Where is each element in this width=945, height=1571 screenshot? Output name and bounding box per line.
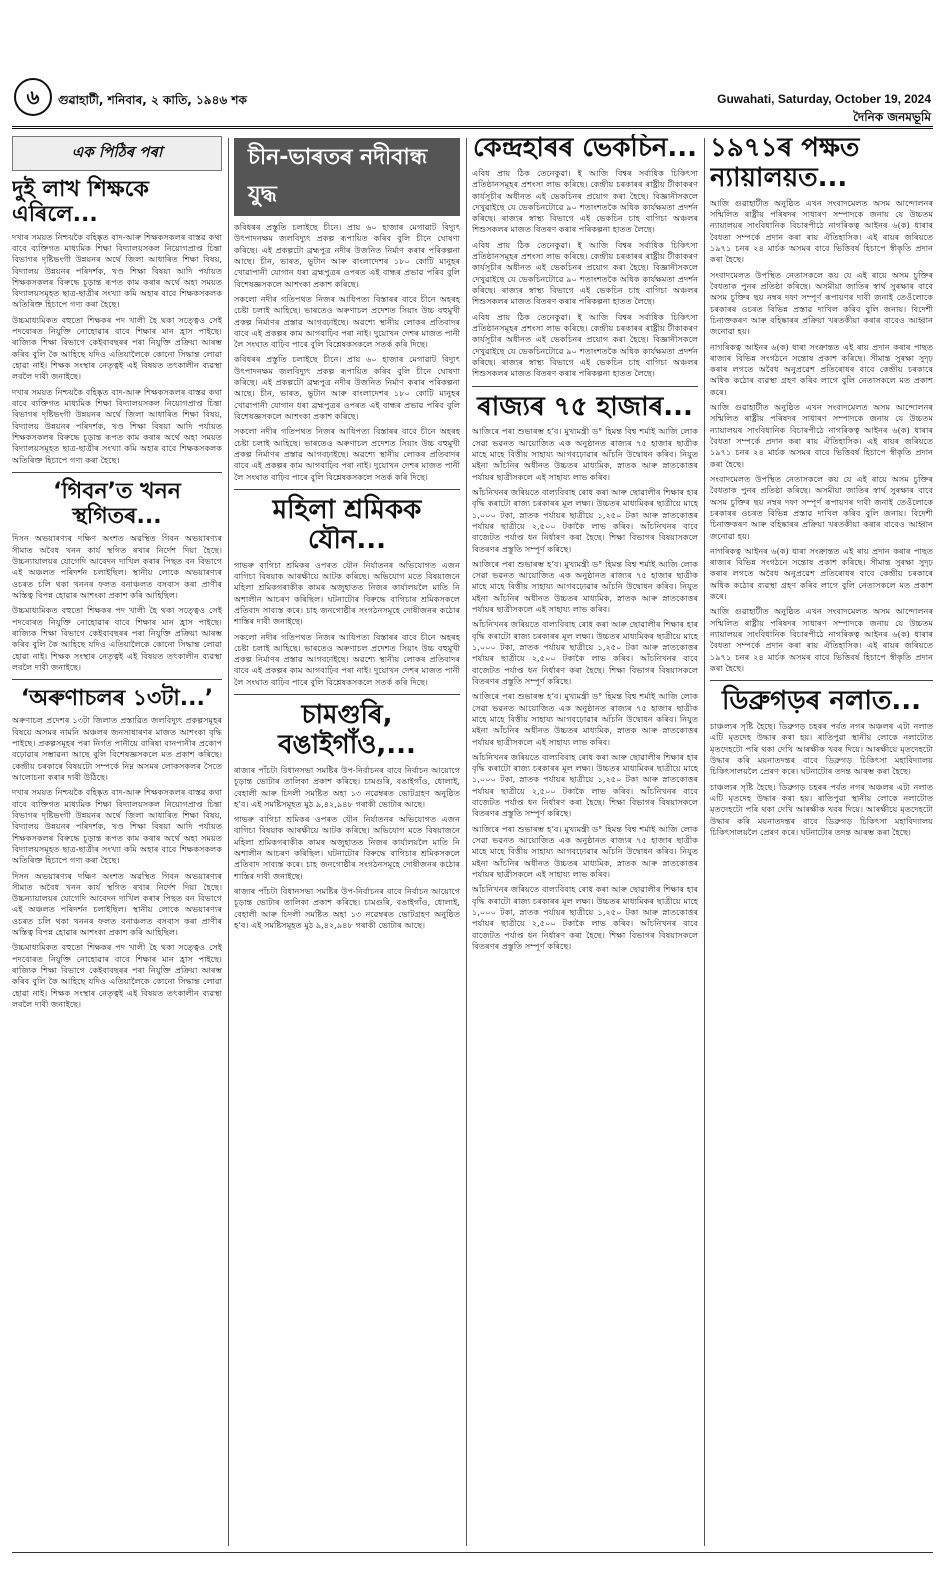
article-body: আজিৰে পৰা শুভাৰম্ভ হ’ব। মুখ্যমন্ত্ৰী ড° হিমন্ত বিশ্ব শৰ্মাই আজি লোক সেৱা ভৱনত আয়োজিত এক অনুষ্ঠানত ৰাজ্যৰ ৭৫ হাজাৰ ছাত্ৰীক মাহে মাহে বিত্তীয় সাহায্য আগবঢ়োৱাৰ আঁচনি উদ্বোধন কৰিব। নিযুত মইনা আঁচনিৰ অধীনত উচ্চতৰ মাধ্যমিক, স্নাতক আৰু স্নাতকোত্তৰ পৰ্যায়ৰ ছাত্ৰীসকলে এই সাহায্য লাভ কৰিব। (472, 558, 698, 615)
continued-kicker: এক পিঠিৰ পৰা (12, 136, 222, 171)
column-1 (12, 134, 222, 1550)
page-number: ৬ (14, 78, 52, 116)
article-body: নাগৰিকত্ব আইনৰ ৬(ক) ধাৰা সংক্ৰান্তত এই ৰায় প্ৰদান কৰাৰ পাছত ৰাজ্যৰ বিভিন্ন সংগঠনে সন্তোষ প্ৰকাশ কৰিছে। সীমান্ত সুৰক্ষা সুদৃঢ় কৰাৰ লগতে অবৈধ অনুপ্ৰৱেশ প্ৰতিৰোধৰ বাবে কেন্দ্ৰীয় চৰকাৰে অধিক কঠোৰ ব্যৱস্থা গ্ৰহণ কৰিব লাগে বুলি নেতাসকলে মত প্ৰকাশ কৰে। (710, 341, 933, 397)
masthead (12, 66, 933, 132)
article-body: উচ্চমাধ্যমিকত বহুতো শিক্ষকৰ পদ খালী হৈ থকা সত্ত্বেও সেই পদবোৰত নিযুক্তি নোহোৱাৰ বাবে শিক্ষাৰ মান হ্ৰাস পাইছে। ৰাজ্যিক শিক্ষা বিভাগে কেইবাবছৰৰ পৰা নিযুক্তি প্ৰক্ৰিয়া আৰম্ভ কৰিব বুলি কৈ আহিছে যদিও এতিয়ালৈকে কোনো সিদ্ধান্ত লোৱা হোৱা নাই। শিক্ষক সংস্থাৰ নেতৃত্বই এই বিষয়ত তৎকালীন ব্যৱস্থা লবলৈ দাবী জনাইছে। (12, 314, 222, 382)
masthead-right (717, 92, 931, 129)
article-body: সংবাদমেলত উপস্থিত নেতাসকলে কয় যে এই ৰায়ে অসম চুক্তিৰ বৈধতাক পুনৰ প্ৰতিষ্ঠা কৰিছে। অসমীয়া জাতিৰ স্বাৰ্থ সুৰক্ষাৰ বাবে অসম চুক্তিৰ ছয় নম্বৰ দফা সম্পূৰ্ণ ৰূপায়ণৰ দাবী জনাই তেওঁলোকে চৰকাৰৰ ওচৰত বিভিন্ন প্ৰস্তাৱ দাখিল কৰিব বুলি জনায়। বিদেশী চিনাক্তকৰণ আৰু বহিষ্কাৰৰ প্ৰক্ৰিয়া খৰতকীয়া কৰাৰ বাবেও আহ্বান জনোৱা হয়। (710, 269, 933, 337)
article-body: আজিৰে পৰা শুভাৰম্ভ হ’ব। মুখ্যমন্ত্ৰী ড° হিমন্ত বিশ্ব শৰ্মাই আজি লোক সেৱা ভৱনত আয়োজিত এক অনুষ্ঠানত ৰাজ্যৰ ৭৫ হাজাৰ ছাত্ৰীক মাহে মাহে বিত্তীয় সাহায্য আগবঢ়োৱাৰ আঁচনি উদ্বোধন কৰিব। নিযুত মইনা আঁচনিৰ অধীনত উচ্চতৰ মাধ্যমিক, স্নাতক আৰু স্নাতকোত্তৰ পৰ্যায়ৰ ছাত্ৰীসকলে এই সাহায্য লাভ কৰিব। (472, 691, 698, 747)
headline-gibbon: ‘গিবন’ত খনন স্থগিতৰ... (53, 478, 181, 530)
article-body: অৰুণাচল প্ৰদেশৰ ১৩টা জিলাত প্ৰস্তাৱিত জলবিদ্যুৎ প্ৰকল্পসমূহৰ বিষয়ে অসমৰ নামনি অঞ্চলৰ জনসাধাৰণৰ মাজত আশংকা বৃদ্ধি পাইছে। প্ৰকল্পসমূহৰ পৰা নিৰ্গত পানীয়ে বাৰিষা বানপানীৰ প্ৰকোপ বঢ়োৱাৰ সম্ভাৱনা আছে বুলি বিশেষজ্ঞসকলে মত প্ৰকাশ কৰিছে। কেন্দ্ৰীয় চৰকাৰে বিষয়টো সম্পৰ্কে নিম্ন অসমৰ লোকসকলৰ সৈতে আলোচনা কৰাৰ দাবী উঠিছে। (12, 715, 222, 783)
article-body: গাভৰু বাগিচা শ্ৰমিকৰ ওপৰত যৌন নিৰ্যাতনৰ অভিযোগত এজন বাগিচা বিষয়াক আৰক্ষীয়ে আটক কৰিছে। অভিযোগ মতে বিষয়াজনে মহিলা শ্ৰমিকগৰাকীক কামৰ অজুহাতত নিজৰ কাৰ্যালয়লৈ মাতি নি অশালীন আচৰণ কৰিছিল। ঘটনাটোৰ বিৰুদ্ধে বাগিচাৰ শ্ৰমিকসকলে প্ৰতিবাদ সাব্যস্ত কৰে। চাহ জনগোষ্ঠীৰ সংগঠনসমূহে দোষীজনৰ কঠোৰ শাস্তিৰ দাবী জনাইছে। (234, 559, 460, 627)
article-body: আজি গুৱাহাটীত অনুষ্ঠিত এখন সংবাদমেলত অসম আন্দোলনৰ সন্মিলিত ৰাষ্ট্ৰীয় পৰিষদৰ সাধাৰণ সম্পাদকে জনায় যে উচ্চতম ন্যায়ালয়ৰ সাংবিধানিক বিচাৰপীঠে নাগৰিকত্ব আইনৰ ৬(ক) ধাৰাৰ বৈধতা সম্পৰ্কে প্ৰদান কৰা ৰায় ঐতিহাসিক। এই ৰায়ৰ জৰিয়তে ১৯৭১ চনৰ ২৪ মাৰ্চক অসমৰ বাবে ভিত্তিবৰ্ষ হিচাপে স্বীকৃতি প্ৰদান কৰা হৈছে। (710, 402, 933, 469)
article-body: আজিৰে পৰা শুভাৰম্ভ হ’ব। মুখ্যমন্ত্ৰী ড° হিমন্ত বিশ্ব শৰ্মাই আজি লোক সেৱা ভৱনত আয়োজিত এক অনুষ্ঠানত ৰাজ্যৰ ৭৫ হাজাৰ ছাত্ৰীক মাহে মাহে বিত্তীয় সাহায্য আগবঢ়োৱাৰ আঁচনি উদ্বোধন কৰিব। নিযুত মইনা আঁচনিৰ অধীনত উচ্চতৰ মাধ্যমিক, স্নাতক আৰু স্নাতকোত্তৰ পৰ্যায়ৰ ছাত্ৰীসকলে এই সাহায্য লাভ কৰিব। (472, 426, 698, 482)
article-body: সকলো নদীৰ গতিপথত নিজৰ আধিপত্য বিস্তাৰৰ বাবে চীনে অহৰহ চেষ্টা চলাই আহিছে। ভাৰতেও অৰুণাচল প্ৰদেশত সিয়াং উচ্চ বহুমুখী প্ৰকল্প নিৰ্মাণৰ প্ৰস্তাৱ আগবঢ়াইছে। অৱশ্যে স্থানীয় লোকৰ প্ৰতিবাদৰ বাবে এই প্ৰকল্পৰ কাম আগবাঢ়িব পৰা নাই। দুয়োখন দেশৰ মাজত পানী লৈ সংঘাত বাঢ়িব পাৰে বুলি বিশ্লেষকসকলে সতৰ্ক কৰি দিছে। (234, 631, 460, 687)
headline-75000: ৰাজ্যৰ ৭৫ হাজাৰ... (477, 391, 693, 422)
column-2 (234, 134, 460, 1550)
article-body: আজি গুৱাহাটীত অনুষ্ঠিত এখন সংবাদমেলত অসম আন্দোলনৰ সন্মিলিত ৰাষ্ট্ৰীয় পৰিষদৰ সাধাৰণ সম্পাদকে জনায় যে উচ্চতম ন্যায়ালয়ৰ সাংবিধানিক বিচাৰপীঠে নাগৰিকত্ব আইনৰ ৬(ক) ধাৰাৰ বৈধতা সম্পৰ্কে প্ৰদান কৰা ৰায় ঐতিহাসিক। এই ৰায়ৰ জৰিয়তে ১৯৭১ চনৰ ২৪ মাৰ্চক অসমৰ বাবে ভিত্তিবৰ্ষ হিচাপে স্বীকৃতি প্ৰদান কৰা হৈছে। (710, 197, 933, 265)
article-body: আঁচনিখনৰ জৰিয়তে বাল্যবিবাহ ৰোধ কৰা আৰু ছোৱালীৰ শিক্ষাৰ হাৰ বৃদ্ধি কৰাটো ৰাজ্য চৰকাৰৰ মূল লক্ষ্য। উচ্চতৰ মাধ্যমিকৰ ছাত্ৰীয়ে মাহে ১,০০০ টকা, স্নাতক পৰ্যায়ৰ ছাত্ৰীয়ে ১,২৫০ টকা আৰু স্নাতকোত্তৰ পৰ্যায়ৰ ছাত্ৰীয়ে ২,৫০০ টকাকৈ লাভ কৰিব। আঁচনিখনৰ বাবে বাজেটত পৰ্যাপ্ত ধন নিৰ্ধাৰণ কৰা হৈছে। শিক্ষা বিভাগৰ বিষয়াসকলে বিতৰণৰ প্ৰস্তুতি সম্পূৰ্ণ কৰিছে। (472, 486, 698, 554)
divider (234, 694, 460, 695)
article-body: সংবাদমেলত উপস্থিত নেতাসকলে কয় যে এই ৰায়ে অসম চুক্তিৰ বৈধতাক পুনৰ প্ৰতিষ্ঠা কৰিছে। অসমীয়া জাতিৰ স্বাৰ্থ সুৰক্ষাৰ বাবে অসম চুক্তিৰ ছয় নম্বৰ দফা সম্পূৰ্ণ ৰূপায়ণৰ দাবী জনাই তেওঁলোকে চৰকাৰৰ ওচৰত বিভিন্ন প্ৰস্তাৱ দাখিল কৰিব বুলি জনায়। বিদেশী চিনাক্তকৰণ আৰু বহিষ্কাৰৰ প্ৰক্ৰিয়া খৰতকীয়া কৰাৰ বাবেও আহ্বান জনোৱা হয়। (710, 473, 933, 541)
article-body: দিসন অভয়াৰণ্যৰ দক্ষিণ অংশত অৱস্থিত গিবন অভয়াৰণ্যৰ সীমাত অবৈধ খনন কাৰ্য স্থগিত ৰখাৰ নিৰ্দেশ দিয়া হৈছে। উচ্চন্যায়ালয়ৰ যোগেদি আবেদন দাখিল কৰাৰ পিছত বন বিভাগে এই অঞ্চলত পৰিদৰ্শন চলাইছিল। স্থানীয় লোকে অভয়াৰণ্যৰ ওচৰত চলি থকা খননৰ ফলত বনাঞ্চলত বসবাস কৰা প্ৰাণীৰ অস্তিত্ব বিপন্ন হোৱাৰ আশংকা প্ৰকাশ কৰি আহিছিল। (12, 870, 222, 938)
column-4 (710, 134, 933, 1550)
article-body: সকলো নদীৰ গতিপথত নিজৰ আধিপত্য বিস্তাৰৰ বাবে চীনে অহৰহ চেষ্টা চলাই আহিছে। ভাৰতেও অৰুণাচল প্ৰদেশত সিয়াং উচ্চ বহুমুখী প্ৰকল্প নিৰ্মাণৰ প্ৰস্তাৱ আগবঢ়াইছে। অৱশ্যে স্থানীয় লোকৰ প্ৰতিবাদৰ বাবে এই প্ৰকল্পৰ কাম আগবাঢ়িব পৰা নাই। দুয়োখন দেশৰ মাজত পানী লৈ সংঘাত বাঢ়িব পাৰে বুলি বিশ্লেষকসকলে সতৰ্ক কৰি দিছে। (234, 426, 460, 482)
divider (472, 386, 698, 387)
article-body: ৰাজ্যৰ পাঁচটা বিধানসভা সমষ্টিৰ উপ-নিৰ্বাচনৰ বাবে নিৰ্বাচন আয়োগে চূড়ান্ত ভোটাৰ তালিকা প্ৰকাশ কৰিছে। চামগুৰি, বঙাইগাঁও, ধোলাই, বেহালী আৰু চিদলী সমষ্টিত অহা ১৩ নৱেম্বৰত ভোটগ্ৰহণ অনুষ্ঠিত হ’ব। এই সমষ্টিসমূহত মুঠ ৯,৪২,৯৪৮ গৰাকী ভোটাৰ আছে। (234, 886, 460, 930)
article-body: চাঞ্চল্যৰ সৃষ্টি হৈছে। ডিব্ৰুগড় চহৰৰ পৰ্বত নগৰ অঞ্চলৰ এটা নলাত এটি মৃতদেহ উদ্ধাৰ কৰা হয়। ৰাতিপুৱা স্থানীয় লোকে নলাটোত মৃতদেহটো পৰি থকা দেখি আৰক্ষীক খবৰ দিয়ে। আৰক্ষীয়ে মৃতদেহটো উদ্ধাৰ কৰি ময়নাতদন্তৰ বাবে ডিব্ৰুগড় চিকিৎসা মহাবিদ্যালয় চিকিৎসালয়লৈ প্ৰেৰণ কৰে। ঘটনাটোৰ তদন্ত আৰম্ভ কৰা হৈছে। (710, 721, 933, 777)
headline-china-india-dam: চীন-ভাৰতৰ নদীবান্ধ যুদ্ধ (234, 138, 460, 216)
headline-vaccine: কেন্দ্ৰহাৰৰ ভেকচিন... (472, 134, 698, 163)
headline-by-election: চামগুৰি, বঙাইগাঁও,... (278, 700, 416, 760)
column-rule (228, 138, 229, 1546)
column-rule (466, 138, 467, 1546)
article-body: সকলো নদীৰ গতিপথত নিজৰ আধিপত্য বিস্তাৰৰ বাবে চীনে অহৰহ চেষ্টা চলাই আহিছে। ভাৰতেও অৰুণাচল প্ৰদেশত সিয়াং উচ্চ বহুমুখী প্ৰকল্প নিৰ্মাণৰ প্ৰস্তাৱ আগবঢ়াইছে। অৱশ্যে স্থানীয় লোকৰ প্ৰতিবাদৰ বাবে এই প্ৰকল্পৰ কাম আগবাঢ়িব পৰা নাই। দুয়োখন দেশৰ মাজত পানী লৈ সংঘাত বাঢ়িব পাৰে বুলি বিশ্লেষকসকলে সতৰ্ক কৰি দিছে। (234, 293, 460, 350)
article-body: আঁচনিখনৰ জৰিয়তে বাল্যবিবাহ ৰোধ কৰা আৰু ছোৱালীৰ শিক্ষাৰ হাৰ বৃদ্ধি কৰাটো ৰাজ্য চৰকাৰৰ মূল লক্ষ্য। উচ্চতৰ মাধ্যমিকৰ ছাত্ৰীয়ে মাহে ১,০০০ টকা, স্নাতক পৰ্যায়ৰ ছাত্ৰীয়ে ১,২৫০ টকা আৰু স্নাতকোত্তৰ পৰ্যায়ৰ ছাত্ৰীয়ে ২,৫০০ টকাকৈ লাভ কৰিব। আঁচনিখনৰ বাবে বাজেটত পৰ্যাপ্ত ধন নিৰ্ধাৰণ কৰা হৈছে। শিক্ষা বিভাগৰ বিষয়াসকলে বিতৰণৰ প্ৰস্তুতি সম্পূৰ্ণ কৰিছে। (472, 884, 698, 951)
article-body: উচ্চমাধ্যমিকত বহুতো শিক্ষকৰ পদ খালী হৈ থকা সত্ত্বেও সেই পদবোৰত নিযুক্তি নোহোৱাৰ বাবে শিক্ষাৰ মান হ্ৰাস পাইছে। ৰাজ্যিক শিক্ষা বিভাগে কেইবাবছৰৰ পৰা নিযুক্তি প্ৰক্ৰিয়া আৰম্ভ কৰিব বুলি কৈ আহিছে যদিও এতিয়ালৈকে কোনো সিদ্ধান্ত লোৱা হোৱা নাই। শিক্ষক সংস্থাৰ নেতৃত্বই এই বিষয়ত তৎকালীন ব্যৱস্থা লবলৈ দাবী জনাইছে। (12, 942, 222, 1009)
divider (234, 489, 460, 490)
headline-dibrugarh: ডিব্ৰুগড়ৰ নলাত... (721, 686, 922, 717)
article-body: এবিধ প্ৰায় ঠিক তেনেকুৱা। ই আজি বিশ্বৰ সৰ্বাধিক চিকিৎসা প্ৰতিষ্ঠানসমূহৰ প্ৰশংসা লাভ কৰিছে। কেন্দ্ৰীয় চৰকাৰৰ ৰাষ্ট্ৰীয় টীকাকৰণ কাৰ্যসূচীৰ অধীনত এই ভেকচিনৰ প্ৰয়োগ কৰা হৈছে। বিজ্ঞানীসকলে দেখুৱাইছে যে ভেকচিনটোৱে ৯০ শতাংশতকৈ অধিক কাৰ্যক্ষমতা প্ৰদৰ্শন কৰিছে। ৰাজ্যৰ স্বাস্থ্য বিভাগে এই ভেকচিন চাহ বাগিচা অঞ্চলৰ শিশুসকলৰ মাজত বিতৰণ কৰাৰ পৰিকল্পনা হাতত লৈছে। (472, 239, 698, 307)
column-3 (472, 134, 698, 1550)
masthead-rule (12, 126, 933, 129)
article-body: উচ্চমাধ্যমিকত বহুতো শিক্ষকৰ পদ খালী হৈ থকা সত্ত্বেও সেই পদবোৰত নিযুক্তি নোহোৱাৰ বাবে শিক্ষাৰ মান হ্ৰাস পাইছে। ৰাজ্যিক শিক্ষা বিভাগে কেইবাবছৰৰ পৰা নিযুক্তি প্ৰক্ৰিয়া আৰম্ভ কৰিব বুলি কৈ আহিছে যদিও এতিয়ালৈকে কোনো সিদ্ধান্ত লোৱা হোৱা নাই। শিক্ষক সংস্থাৰ নেতৃত্বই এই বিষয়ত তৎকালীন ব্যৱস্থা লবলৈ দাবী জনাইছে। (12, 605, 222, 672)
article-body: চাঞ্চল্যৰ সৃষ্টি হৈছে। ডিব্ৰুগড় চহৰৰ পৰ্বত নগৰ অঞ্চলৰ এটা নলাত এটি মৃতদেহ উদ্ধাৰ কৰা হয়। ৰাতিপুৱা স্থানীয় লোকে নলাটোত মৃতদেহটো পৰি থকা দেখি আৰক্ষীক খবৰ দিয়ে। আৰক্ষীয়ে মৃতদেহটো উদ্ধাৰ কৰি ময়নাতদন্তৰ বাবে ডিব্ৰুগড় চিকিৎসা মহাবিদ্যালয় চিকিৎসালয়লৈ প্ৰেৰণ কৰে। ঘটনাটোৰ তদন্ত আৰম্ভ কৰা হৈছে। (710, 781, 933, 837)
dateline-assamese: গুৱাহাটী, শনিবাৰ, ২ কাতি, ১৯৪৬ শক (58, 93, 247, 107)
article-body: দখাৰ সময়ত নিশ্চয়কৈ বহিষ্কৃত বাদ-আৰু শিক্ষকসকলৰ বাস্তৱ কথা বাবে ব্যক্তিগত মাধ্যমিক শিক্ষা বিদ্যালয়সকল নিয়োগপ্ৰাপ্ত চিন্তা বিভাগৰ দৃষ্টিভংগী উন্নয়নৰ অৰ্থে জিলা আধাৰিত শিক্ষা বিষয়, বিদ্যালয় উন্নয়নৰ পৰিদৰ্শক, খণ্ড শিক্ষা বিষয়া আদি পৰ্যায়ত শিক্ষকসকলৰ বিৰুদ্ধে চূড়ান্ত ৰূপত কাম কৰাৰ অৰ্থে অহা সময়ত বিদ্যালয়সমূহত ছাত্ৰ-ছাত্ৰীৰ সংখ্যা কমি অহাৰ বাবে শিক্ষকসকলক অতিৰিক্ত হিচাপে গণ্য কৰা হৈছে। (12, 386, 222, 465)
article-body: ৰাজ্যৰ পাঁচটা বিধানসভা সমষ্টিৰ উপ-নিৰ্বাচনৰ বাবে নিৰ্বাচন আয়োগে চূড়ান্ত ভোটাৰ তালিকা প্ৰকাশ কৰিছে। চামগুৰি, বঙাইগাঁও, ধোলাই, বেহালী আৰু চিদলী সমষ্টিত অহা ১৩ নৱেম্বৰত ভোটগ্ৰহণ অনুষ্ঠিত হ’ব। এই সমষ্টিসমূহত মুঠ ৯,৪২,৯৪৮ গৰাকী ভোটাৰ আছে। (234, 764, 460, 809)
article-body: দিসন অভয়াৰণ্যৰ দক্ষিণ অংশত অৱস্থিত গিবন অভয়াৰণ্যৰ সীমাত অবৈধ খনন কাৰ্য স্থগিত ৰখাৰ নিৰ্দেশ দিয়া হৈছে। উচ্চন্যায়ালয়ৰ যোগেদি আবেদন দাখিল কৰাৰ পিছত বন বিভাগে এই অঞ্চলত পৰিদৰ্শন চলাইছিল। স্থানীয় লোকে অভয়াৰণ্যৰ ওচৰত চলি থকা খননৰ ফলত বনাঞ্চলত বসবাস কৰা প্ৰাণীৰ অস্তিত্ব বিপন্ন হোৱাৰ আশংকা প্ৰকাশ কৰি আহিছিল। (12, 533, 222, 600)
article-body: দখাৰ সময়ত নিশ্চয়কৈ বহিষ্কৃত বাদ-আৰু শিক্ষকসকলৰ বাস্তৱ কথা বাবে ব্যক্তিগত মাধ্যমিক শিক্ষা বিদ্যালয়সকল নিয়োগপ্ৰাপ্ত চিন্তা বিভাগৰ দৃষ্টিভংগী উন্নয়নৰ অৰ্থে জিলা আধাৰিত শিক্ষা বিষয়, বিদ্যালয় উন্নয়নৰ পৰিদৰ্শক, খণ্ড শিক্ষা বিষয়া আদি পৰ্যায়ত শিক্ষকসকলৰ বিৰুদ্ধে চূড়ান্ত ৰূপত কাম কৰাৰ অৰ্থে অহা সময়ত বিদ্যালয়সমূহত ছাত্ৰ-ছাত্ৰীৰ সংখ্যা কমি অহাৰ বাবে শিক্ষকসকলক অতিৰিক্ত হিচাপে গণ্য কৰা হৈছে। (12, 787, 222, 866)
article-body: এবিধ প্ৰায় ঠিক তেনেকুৱা। ই আজি বিশ্বৰ সৰ্বাধিক চিকিৎসা প্ৰতিষ্ঠানসমূহৰ প্ৰশংসা লাভ কৰিছে। কেন্দ্ৰীয় চৰকাৰৰ ৰাষ্ট্ৰীয় টীকাকৰণ কাৰ্যসূচীৰ অধীনত এই ভেকচিনৰ প্ৰয়োগ কৰা হৈছে। বিজ্ঞানীসকলে দেখুৱাইছে যে ভেকচিনটোৱে ৯০ শতাংশতকৈ অধিক কাৰ্যক্ষমতা প্ৰদৰ্শন কৰিছে। ৰাজ্যৰ স্বাস্থ্য বিভাগে এই ভেকচিন চাহ বাগিচা অঞ্চলৰ শিশুসকলৰ মাজত বিতৰণ কৰাৰ পৰিকল্পনা হাতত লৈছে। (472, 167, 698, 235)
footer-rule (12, 1552, 933, 1553)
divider (12, 472, 222, 473)
dateline-english: Guwahati, Saturday, October 19, 2024 (717, 92, 931, 106)
article-body: আজিৰে পৰা শুভাৰম্ভ হ’ব। মুখ্যমন্ত্ৰী ড° হিমন্ত বিশ্ব শৰ্মাই আজি লোক সেৱা ভৱনত আয়োজিত এক অনুষ্ঠানত ৰাজ্যৰ ৭৫ হাজাৰ ছাত্ৰীক মাহে মাহে বিত্তীয় সাহায্য আগবঢ়োৱাৰ আঁচনি উদ্বোধন কৰিব। নিযুত মইনা আঁচনিৰ অধীনত উচ্চতৰ মাধ্যমিক, স্নাতক আৰু স্নাতকোত্তৰ পৰ্যায়ৰ ছাত্ৰীসকলে এই সাহায্য লাভ কৰিব। (472, 823, 698, 879)
headline-teachers: দুই লাখ শিক্ষকে এৰিলে... (12, 177, 149, 228)
article-body: কবিধৰৰ প্ৰস্তুতি চলাইছে চীনে। প্ৰায় ৬০ হাজাৰ মেগাৱাট বিদ্যুৎ উৎপাদনক্ষম জলবিদ্যুৎ প্ৰকল্প ৰূপায়িত কৰিব বুলি চীনে ঘোষণা কৰিছে। এই প্ৰকল্পটো ব্ৰহ্মপুত্ৰ নদীৰ উজনিত নিৰ্মাণ কৰাৰ পৰিকল্পনা আছে। চীন, ভাৰত, ভুটান আৰু বাংলাদেশৰ ১৮০ কোটি মানুহৰ খোৱাপানী যোগান ধৰা ব্ৰহ্মপুত্ৰৰ ওপৰত এই বান্ধৰ প্ৰভাৱ পৰিব বুলি বিশেষজ্ঞসকলে আশংকা প্ৰকাশ কৰিছে। (234, 354, 460, 421)
paper-name: দৈনিক জনমভূমি (853, 110, 931, 124)
article-body: দখাৰ সময়ত নিশ্চয়কৈ বহিষ্কৃত বাদ-আৰু শিক্ষকসকলৰ বাস্তৱ কথা বাবে ব্যক্তিগত মাধ্যমিক শিক্ষা বিদ্যালয়সকল নিয়োগপ্ৰাপ্ত চিন্তা বিভাগৰ দৃষ্টিভংগী উন্নয়নৰ অৰ্থে জিলা আধাৰিত শিক্ষা বিষয়, বিদ্যালয় উন্নয়নৰ পৰিদৰ্শক, খণ্ড শিক্ষা বিষয়া আদি পৰ্যায়ত শিক্ষকসকলৰ বিৰুদ্ধে চূড়ান্ত ৰূপত কাম কৰাৰ অৰ্থে অহা সময়ত বিদ্যালয়সমূহত ছাত্ৰ-ছাত্ৰীৰ সংখ্যা কমি অহাৰ বাবে শিক্ষকসকলক অতিৰিক্ত হিচাপে গণ্য কৰা হৈছে। (12, 231, 222, 310)
article-body: এবিধ প্ৰায় ঠিক তেনেকুৱা। ই আজি বিশ্বৰ সৰ্বাধিক চিকিৎসা প্ৰতিষ্ঠানসমূহৰ প্ৰশংসা লাভ কৰিছে। কেন্দ্ৰীয় চৰকাৰৰ ৰাষ্ট্ৰীয় টীকাকৰণ কাৰ্যসূচীৰ অধীনত এই ভেকচিনৰ প্ৰয়োগ কৰা হৈছে। বিজ্ঞানীসকলে দেখুৱাইছে যে ভেকচিনটোৱে ৯০ শতাংশতকৈ অধিক কাৰ্যক্ষমতা প্ৰদৰ্শন কৰিছে। ৰাজ্যৰ স্বাস্থ্য বিভাগে এই ভেকচিন চাহ বাগিচা অঞ্চলৰ শিশুসকলৰ মাজত বিতৰণ কৰাৰ পৰিকল্পনা হাতত লৈছে। (472, 311, 698, 379)
divider (12, 679, 222, 680)
article-body: আঁচনিখনৰ জৰিয়তে বাল্যবিবাহ ৰোধ কৰা আৰু ছোৱালীৰ শিক্ষাৰ হাৰ বৃদ্ধি কৰাটো ৰাজ্য চৰকাৰৰ মূল লক্ষ্য। উচ্চতৰ মাধ্যমিকৰ ছাত্ৰীয়ে মাহে ১,০০০ টকা, স্নাতক পৰ্যায়ৰ ছাত্ৰীয়ে ১,২৫০ টকা আৰু স্নাতকোত্তৰ পৰ্যায়ৰ ছাত্ৰীয়ে ২,৫০০ টকাকৈ লাভ কৰিব। আঁচনিখনৰ বাবে বাজেটত পৰ্যাপ্ত ধন নিৰ্ধাৰণ কৰা হৈছে। শিক্ষা বিভাগৰ বিষয়াসকলে বিতৰণৰ প্ৰস্তুতি সম্পূৰ্ণ কৰিছে। (472, 619, 698, 686)
article-body: আঁচনিখনৰ জৰিয়তে বাল্যবিবাহ ৰোধ কৰা আৰু ছোৱালীৰ শিক্ষাৰ হাৰ বৃদ্ধি কৰাটো ৰাজ্য চৰকাৰৰ মূল লক্ষ্য। উচ্চতৰ মাধ্যমিকৰ ছাত্ৰীয়ে মাহে ১,০০০ টকা, স্নাতক পৰ্যায়ৰ ছাত্ৰীয়ে ১,২৫০ টকা আৰু স্নাতকোত্তৰ পৰ্যায়ৰ ছাত্ৰীয়ে ২,৫০০ টকাকৈ লাভ কৰিব। আঁচনিখনৰ বাবে বাজেটত পৰ্যাপ্ত ধন নিৰ্ধাৰণ কৰা হৈছে। শিক্ষা বিভাগৰ বিষয়াসকলে বিতৰণৰ প্ৰস্তুতি সম্পূৰ্ণ কৰিছে। (472, 751, 698, 819)
article-body: কবিধৰৰ প্ৰস্তুতি চলাইছে চীনে। প্ৰায় ৬০ হাজাৰ মেগাৱাট বিদ্যুৎ উৎপাদনক্ষম জলবিদ্যুৎ প্ৰকল্প ৰূপায়িত কৰিব বুলি চীনে ঘোষণা কৰিছে। এই প্ৰকল্পটো ব্ৰহ্মপুত্ৰ নদীৰ উজনিত নিৰ্মাণ কৰাৰ পৰিকল্পনা আছে। চীন, ভাৰত, ভুটান আৰু বাংলাদেশৰ ১৮০ কোটি মানুহৰ খোৱাপানী যোগান ধৰা ব্ৰহ্মপুত্ৰৰ ওপৰত এই বান্ধৰ প্ৰভাৱ পৰিব বুলি বিশেষজ্ঞসকলে আশংকা প্ৰকাশ কৰিছে। (234, 222, 460, 289)
headline-1971: ১৯৭১ৰ পক্ষত ন্যায়ালয়ত... (710, 134, 860, 193)
column-rule (704, 138, 705, 1546)
headline-arunachal: ‘অৰুণাচলৰ ১৩টা...’ (20, 686, 214, 712)
article-body: আজি গুৱাহাটীত অনুষ্ঠিত এখন সংবাদমেলত অসম আন্দোলনৰ সন্মিলিত ৰাষ্ট্ৰীয় পৰিষদৰ সাধাৰণ সম্পাদকে জনায় যে উচ্চতম ন্যায়ালয়ৰ সাংবিধানিক বিচাৰপীঠে নাগৰিকত্ব আইনৰ ৬(ক) ধাৰাৰ বৈধতা সম্পৰ্কে প্ৰদান কৰা ৰায় ঐতিহাসিক। এই ৰায়ৰ জৰিয়তে ১৯৭১ চনৰ ২৪ মাৰ্চক অসমৰ বাবে ভিত্তিবৰ্ষ হিচাপে স্বীকৃতি প্ৰদান কৰা হৈছে। (710, 606, 933, 673)
article-body: নাগৰিকত্ব আইনৰ ৬(ক) ধাৰা সংক্ৰান্তত এই ৰায় প্ৰদান কৰাৰ পাছত ৰাজ্যৰ বিভিন্ন সংগঠনে সন্তোষ প্ৰকাশ কৰিছে। সীমান্ত সুৰক্ষা সুদৃঢ় কৰাৰ লগতে অবৈধ অনুপ্ৰৱেশ প্ৰতিৰোধৰ বাবে কেন্দ্ৰীয় চৰকাৰে অধিক কঠোৰ ব্যৱস্থা গ্ৰহণ কৰিব লাগে বুলি নেতাসকলে মত প্ৰকাশ কৰে। (710, 545, 933, 602)
article-body: গাভৰু বাগিচা শ্ৰমিকৰ ওপৰত যৌন নিৰ্যাতনৰ অভিযোগত এজন বাগিচা বিষয়াক আৰক্ষীয়ে আটক কৰিছে। অভিযোগ মতে বিষয়াজনে মহিলা শ্ৰমিকগৰাকীক কামৰ অজুহাতত নিজৰ কাৰ্যালয়লৈ মাতি নি অশালীন আচৰণ কৰিছিল। ঘটনাটোৰ বিৰুদ্ধে বাগিচাৰ শ্ৰমিকসকলে প্ৰতিবাদ সাব্যস্ত কৰে। চাহ জনগোষ্ঠীৰ সংগঠনসমূহে দোষীজনৰ কঠোৰ শাস্তিৰ দাবী জনাইছে। (234, 814, 460, 881)
divider (710, 680, 933, 681)
headline-women-workers: মহিলা শ্ৰমিকক যৌন... (272, 494, 422, 555)
